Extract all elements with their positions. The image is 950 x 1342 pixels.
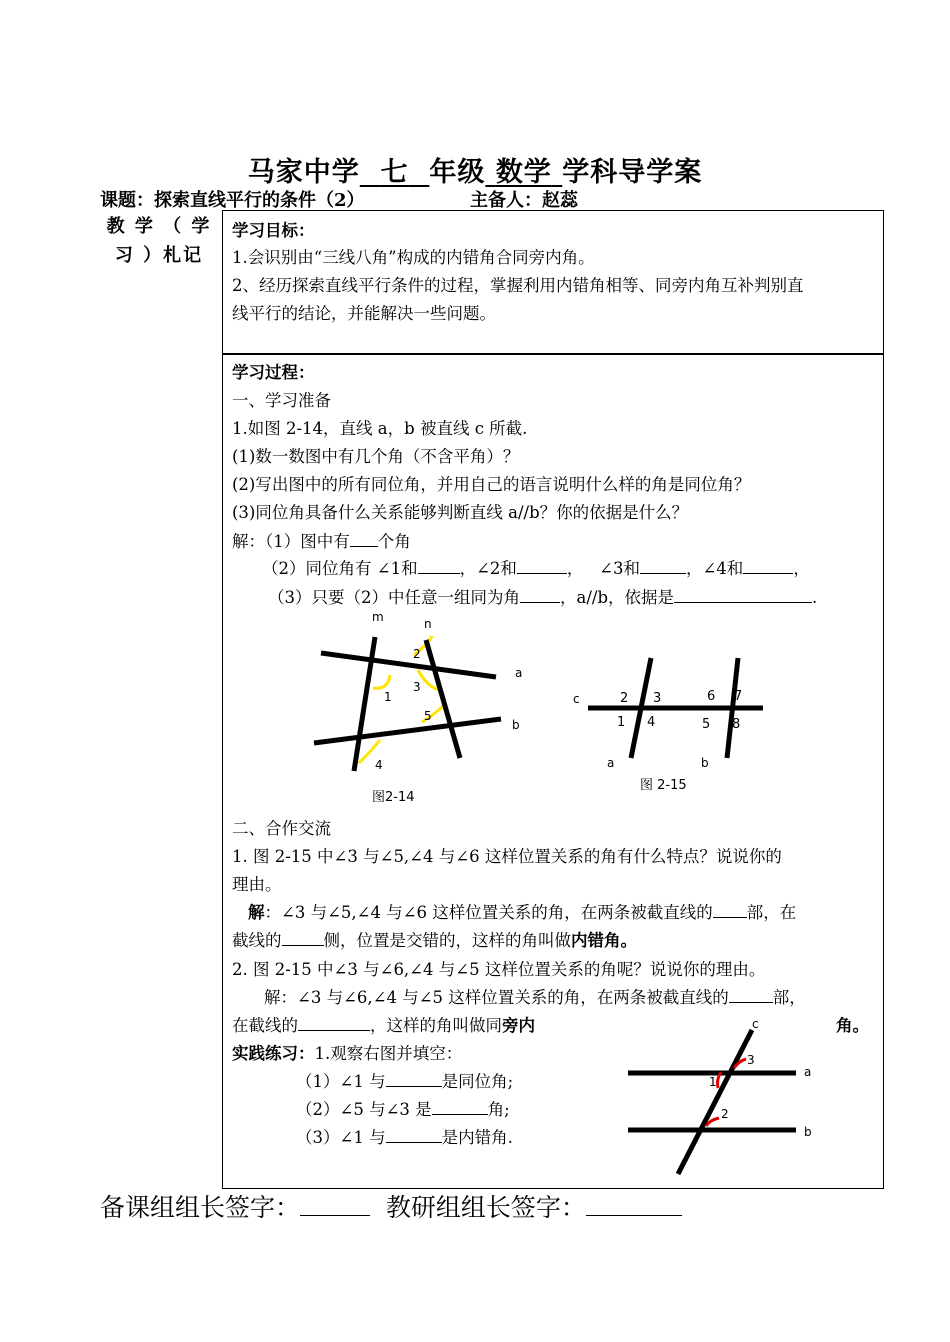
fig15-caption: 图 2-15 xyxy=(640,778,687,793)
fig14-label-n: n xyxy=(424,617,432,631)
goal-2-cont: 线平行的结论，并能解决一些问题。 xyxy=(232,304,496,323)
fig14-angle-2: 2 xyxy=(413,647,421,661)
grade-label: 年级 xyxy=(429,157,486,188)
fig15-angle-2: 2 xyxy=(620,691,629,706)
subject-value: 数学 xyxy=(495,157,552,188)
practice-angle-1: 1 xyxy=(709,1075,717,1089)
practice-angle-3: 3 xyxy=(747,1053,755,1067)
fig14-angle-5: 5 xyxy=(424,709,432,723)
practice-label-c: c xyxy=(752,1017,759,1031)
fig15-angle-3: 3 xyxy=(653,691,662,706)
question-1b: (2)写出图中的所有同位角，并用自己的语言说明什么样的角是同位角？ xyxy=(232,475,751,494)
fig14-angle-4: 4 xyxy=(375,758,383,772)
question-2-cont: 理由。 xyxy=(232,875,282,894)
question-3: 2. 图 2-15 中∠3 与∠6,∠4 与∠5 这样位置关系的角呢？说说你的理由。 xyxy=(232,960,766,979)
practice-2: （2）∠5 与∠3 是 角; xyxy=(296,1096,510,1120)
lesson-topic: 课题：探索直线平行的条件（2） xyxy=(100,190,365,211)
question-2: 1. 图 2-15 中∠3 与∠5,∠4 与∠6 这样位置关系的角有什么特点？说说你的 xyxy=(232,847,782,866)
fig15-label-b: b xyxy=(701,756,709,770)
fig15-angle-7: 7 xyxy=(734,689,743,704)
page-title xyxy=(0,150,950,189)
process-heading: 学习过程： xyxy=(232,363,315,382)
question-1a: (1)数一数图中有几个角（不含平角）？ xyxy=(232,447,520,466)
fig14-angle-3: 3 xyxy=(413,680,421,694)
practice-1: （1）∠1 与 是同位角; xyxy=(296,1068,513,1092)
fig14-caption: 图2-14 xyxy=(372,790,415,805)
title-suffix: 学科导学案 xyxy=(562,157,703,188)
answer-1a: 解：（1）图中有 个角 xyxy=(232,528,411,552)
answer-3-cont: 在截线的 ，这样的角叫做同旁内 xyxy=(232,1012,535,1036)
fig14-label-m: m xyxy=(372,610,384,624)
fig15-angle-8: 8 xyxy=(732,717,741,732)
section-1-title: 一、学习准备 xyxy=(232,391,331,410)
signature-line: 备课组组长签字： 教研组组长签字： xyxy=(100,1188,682,1224)
practice-figure xyxy=(620,1012,830,1180)
fig14-label-b: b xyxy=(512,718,520,732)
answer-2: 解：∠3 与∠5,∠4 与∠6 这样位置关系的角，在两条被截直线的 部，在 xyxy=(248,899,796,923)
lesson-author: 主备人：赵蕊 xyxy=(470,190,578,211)
notes-column-label: 教 学 （ 学 习 ）札记 xyxy=(106,216,212,266)
practice-heading: 实践练习：1.观察右图并填空： xyxy=(232,1044,463,1063)
answer-1c: （3）只要（2）中任意一组同为角 ，a//b，依据是 . xyxy=(268,584,817,608)
goals-heading: 学习目标： xyxy=(232,221,315,240)
practice-label-b: b xyxy=(804,1125,812,1139)
fig15-angle-6: 6 xyxy=(707,689,716,704)
question-1: 1.如图 2-14，直线 a，b 被直线 c 所截. xyxy=(232,419,528,438)
fig14-label-a: a xyxy=(515,666,523,680)
answer-2-cont: 截线的 侧，位置是交错的，这样的角叫做内错角。 xyxy=(232,927,637,951)
goal-2: 2、经历探索直线平行条件的过程，掌握利用内错角相等、同旁内角互补判别直 xyxy=(232,276,804,295)
practice-3: （3）∠1 与 是内错角. xyxy=(296,1124,513,1148)
figure-2-15 xyxy=(565,650,775,795)
goal-1: 1.会识别由“三线八角”构成的内错角合同旁内角。 xyxy=(232,248,595,267)
fig15-label-a: a xyxy=(607,756,615,770)
answer-3-end: 角。 xyxy=(836,1016,869,1035)
school-name: 马家中学 xyxy=(247,157,360,188)
figure-2-14 xyxy=(300,605,540,810)
fig15-angle-4: 4 xyxy=(647,715,656,730)
fig15-angle-1: 1 xyxy=(617,715,626,730)
practice-label-a: a xyxy=(804,1065,812,1079)
practice-angle-2: 2 xyxy=(721,1107,729,1121)
question-1c: (3)同位角具备什么关系能够判断直线 a//b？你的依据是什么？ xyxy=(232,503,689,522)
grade-value: 七 xyxy=(380,157,409,188)
answer-3: 解：∠3 与∠6,∠4 与∠5 这样位置关系的角，在两条被截直线的 部， xyxy=(264,984,806,1008)
section-2-title: 二、合作交流 xyxy=(232,819,331,838)
fig15-angle-5: 5 xyxy=(702,717,711,732)
fig14-angle-1: 1 xyxy=(384,690,392,704)
answer-1b: （2）同位角有 ∠1和 ，∠2和 ， ∠3和 ，∠4和 ， xyxy=(262,555,810,579)
fig15-label-c: c xyxy=(573,692,580,706)
